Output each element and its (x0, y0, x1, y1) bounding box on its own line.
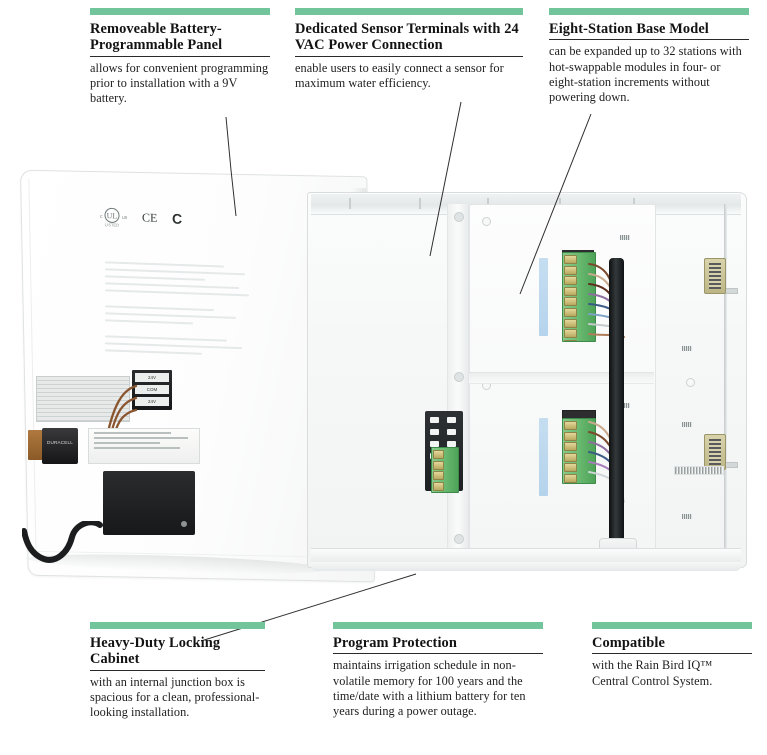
callout-accent-bar (592, 622, 752, 629)
callout-title: Dedicated Sensor Terminals with 24 VAC Power Connection (295, 21, 523, 57)
module-blue-strip-top (539, 258, 548, 336)
callout-title: Compatible (592, 635, 752, 654)
cert-marks-svg (94, 206, 224, 233)
chip-marking-lower (682, 422, 692, 427)
svg-text:C: C (172, 210, 183, 227)
battery-brand-label: DURACELL (46, 440, 74, 445)
callout-compatible (592, 622, 752, 689)
callout-body: enable users to easily connect a sensor for maximum water efficiency. (295, 60, 504, 91)
svg-text:LISTED: LISTED (104, 222, 120, 228)
connector-strip-right (674, 466, 724, 475)
callout-body: maintains irrigation schedule in non-volatile memory for 100 years and the time/date with a lithium battery for ten years during a power outage. (333, 658, 526, 719)
nine-volt-battery (42, 428, 78, 464)
certification-marks (94, 206, 224, 233)
chip-marking-upper (682, 346, 692, 351)
callout-locking-cabinet (90, 622, 265, 721)
transformer-screw (181, 521, 187, 527)
callout-sensor-terminals (295, 8, 523, 91)
chip-marking-bottom (682, 514, 692, 519)
callout-title: Heavy-Duty Locking Cabinet (90, 635, 265, 671)
svg-text:c: c (100, 213, 103, 221)
callout-accent-bar (549, 8, 749, 15)
callout-body: with the Rain Bird IQ™ Central Control System. (592, 658, 713, 688)
sensor-terminal-block (431, 447, 459, 493)
ribbon-connector-top (704, 258, 726, 294)
callout-body: allows for convenient programming prior to installation with a 9V battery. (90, 60, 269, 106)
callout-program-protection (333, 622, 543, 720)
callout-title: Program Protection (333, 635, 543, 654)
power-cord (22, 521, 118, 579)
callout-body: can be expanded up to 32 stations with hot-swappable modules in four- or eight-station increments without powering down. (549, 44, 742, 105)
cabinet-center-spine (447, 204, 469, 552)
junction-terminal-strip: 24V COM 24V (132, 370, 172, 410)
callout-accent-bar (333, 622, 543, 629)
callout-base-model (549, 8, 749, 106)
callout-accent-bar (295, 8, 523, 15)
transformer-spec-label (88, 428, 200, 464)
module-bay-divider (469, 372, 654, 384)
svg-text:CE: CE (142, 210, 158, 225)
svg-text:us: us (122, 214, 128, 221)
callout-accent-bar (90, 622, 265, 629)
main-wire-bundle-cable (609, 258, 624, 550)
cabinet-right-rail (724, 204, 727, 554)
callout-title: Removeable Battery-Programmable Panel (90, 21, 270, 57)
svg-text:UL: UL (106, 211, 118, 221)
ribbon-connector-bottom (704, 434, 726, 470)
screw-hole-right (686, 378, 695, 387)
callout-removable-panel (90, 8, 270, 107)
callout-title: Eight-Station Base Model (549, 21, 749, 40)
callout-accent-bar (90, 8, 270, 15)
callout-body: with an internal junction box is spacious for a clean, professional-looking installation. (90, 674, 260, 720)
cabinet-base-shelf (311, 562, 741, 571)
product-photograph (22, 166, 747, 594)
module-blue-strip-bottom (539, 418, 548, 496)
